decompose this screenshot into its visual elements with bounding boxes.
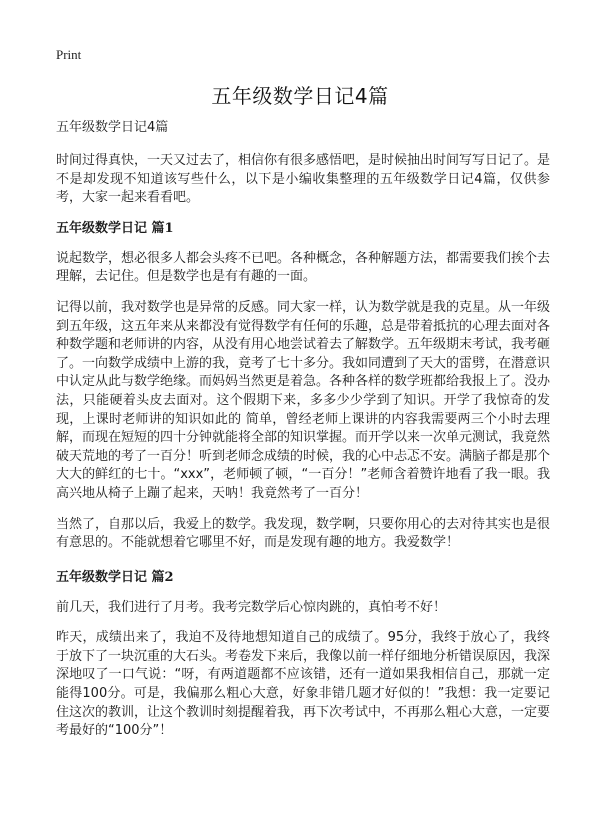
- section-2-paragraph-1: 前几天，我们进行了月考。我考完数学后心惊肉跳的，真怕考不好！: [56, 599, 447, 615]
- article-body: [56, 118, 550, 753]
- page-title: 五年级数学日记4篇: [211, 84, 389, 108]
- section-heading-1: 五年级数学日记 篇1: [56, 220, 174, 236]
- section-1-paragraph-3: 当然了，自那以后，我爱上的数学。我发现，数学啊，只要你用心的去对待其实也是很有意思的。不能就想着它哪里不好，而是发现有趣的地方。我爱数学！: [56, 516, 551, 551]
- print-link[interactable]: Print: [56, 47, 82, 62]
- section-heading-2: 五年级数学日记 篇2: [56, 569, 174, 585]
- section-1-paragraph-1: 说起数学，想必很多人都会头疼不已吧。各种概念，各种解题方法，都需要我们挨个去理解，去记住。但是数学也是有有趣的一面。: [56, 250, 551, 285]
- section-2-paragraph-2: 昨天，成绩出来了，我迫不及待地想知道自己的成绩了。95分，我终于放心了，我终于放下了一块沉重的大石头。考卷发下来后，我像以前一样仔细地分析错误原因，我深深地叹了一口气说：“呀，有两道题都不应该错，还有一道如果我相信自己，那就一定能得100分。可是，我偏那么粗心大意，好象非错几题才好似的！”我想：我一定要记住这次的教训，让这个教训时刻提醒着我，再下次考试中，不再那么粗心大意，一定要考最好的“100分”！: [56, 630, 551, 739]
- article-subtitle: 五年级数学日记4篇: [56, 120, 169, 135]
- section-1-paragraph-2: 记得以前，我对数学也是异常的反感。同大家一样，认为数学就是我的克星。从一年级到五年级，这五年来从来都没有觉得数学有任何的乐趣，总是带着抵抗的心理去面对各种数学题和老师讲的内容，从没有用心地尝试着去了解数学。五年级期末考试，我考砸了。一向数学成绩中上游的我，竟考了七十多分。我如同遭到了天大的雷劈，在潜意识中认定从此与数学绝缘。而妈妈当然更是着急。各种各样的数学班都给我报上了。没办法，只能硬着头皮去面对。这个假期下来，多多少少学到了知识。开学了我惊奇的发现，上课时老师讲的知识如此的 简单，曾经老师上课讲的内容我需要两三个小时去理解，而现在短短的四十分钟就能将全部的知识掌握。而开学以来一次单元测试，我竟然破天荒地的考了一百分！听到老师念成绩的时候，我的心中忐忑不安。满脑子都是那个大大的鲜红的七十。“xxx”，老师顿了顿，“一百分！”老师含着赞许地看了我一眼。我高兴地从椅子上蹦了起来，天呐！我竟然考了一百分！: [56, 299, 551, 501]
- intro-paragraph: 时间过得真快，一天又过去了，相信你有很多感悟吧，是时候抽出时间写写日记了。是不是却发现不知道该写些什么，以下是小编收集整理的五年级数学日记4篇，仅供参考，大家一起来看看吧。: [56, 153, 551, 206]
